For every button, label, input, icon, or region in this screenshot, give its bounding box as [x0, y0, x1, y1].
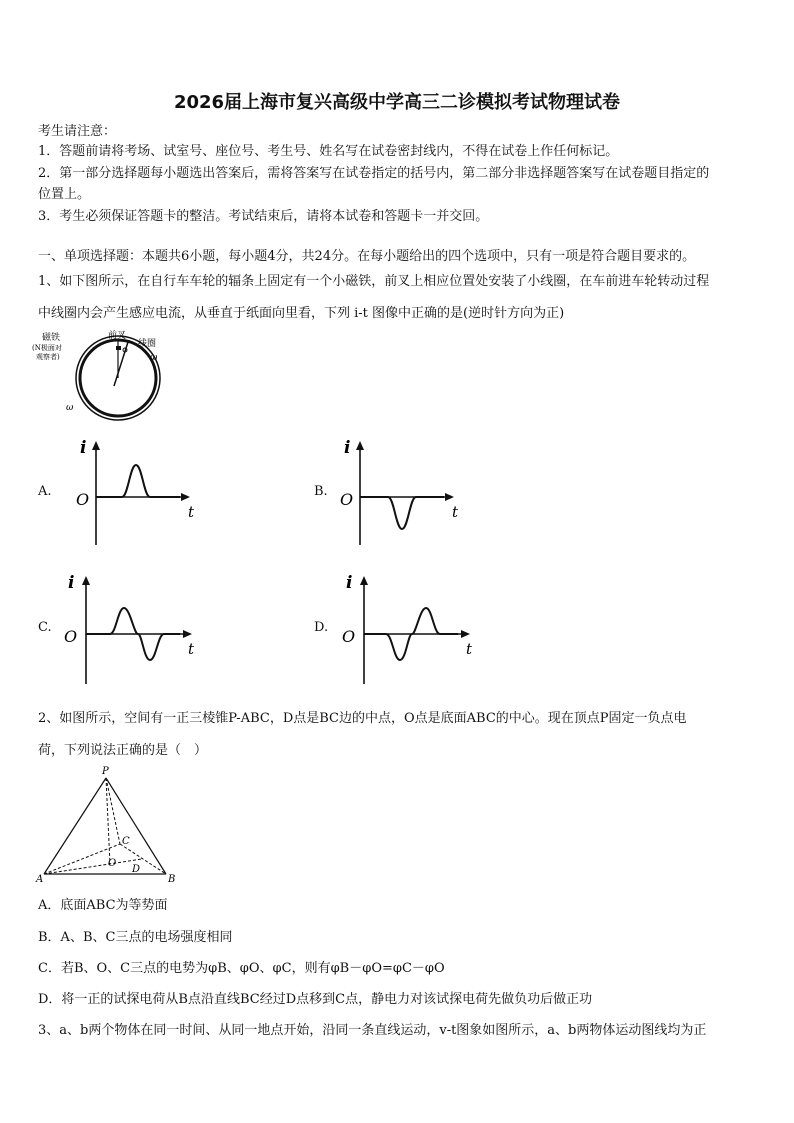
notice-item-1: 1．答题前请将考场、试室号、座位号、考生号、姓名写在试卷密封线内，不得在试卷上作任何标记。: [38, 144, 619, 159]
vertex-b-label: B: [168, 874, 176, 885]
current-curve: [96, 465, 180, 497]
t-axis-label: t: [188, 640, 195, 658]
q2-text-line2: 荷，下列说法正确的是（ ）: [38, 743, 208, 758]
origin-label: O: [340, 490, 354, 509]
q1-option-b-graph: [336, 437, 466, 549]
i-axis-label: i: [346, 573, 353, 593]
section-1-header: 一、单项选择题：本题共6小题，每小题4分，共24分。在每小题给出的四个选项中，只有一项是符合题目要求的。: [38, 249, 696, 264]
i-axis-arrow: [82, 576, 90, 585]
vertex-p-label: P: [102, 766, 109, 777]
q1-option-a-graph: [72, 437, 202, 549]
height-po: [106, 778, 110, 864]
q1-option-c-graph: [62, 572, 202, 688]
q2-option-b: B．A、B、C三点的电场强度相同: [38, 930, 233, 945]
edge-pc: [106, 778, 120, 844]
q1-text-line2: 中线圈内会产生感应电流，从垂直于纸面向里看，下列 i-t 图像中正确的是(逆时针方向为正): [38, 306, 565, 321]
q2-option-a: A．底面ABC为等势面: [38, 898, 168, 913]
page-title: 2026届上海市复兴高级中学高三二诊模拟考试物理试卷: [173, 92, 621, 113]
i-axis-arrow: [92, 441, 100, 450]
t-axis-label: t: [466, 640, 473, 658]
t-axis-arrow: [445, 493, 454, 501]
q1-option-d-graph: [340, 572, 480, 688]
notice-heading: 考生请注意：: [38, 124, 117, 139]
median-ad: [44, 859, 142, 874]
origin-label: O: [64, 627, 78, 646]
q2-option-c: C．若B、O、C三点的电势为φB、φO、φC，则有φB－φO=φC－φO: [38, 961, 445, 976]
i-axis-label: i: [344, 438, 351, 458]
origin-label: O: [76, 490, 90, 509]
notice-item-3: 3．考生必须保证答题卡的整洁。考试结束后，请将本试卷和答题卡一并交回。: [38, 209, 489, 224]
i-axis-arrow: [360, 576, 368, 585]
magnet-label: 磁铁: [42, 333, 61, 343]
origin-label: O: [342, 627, 356, 646]
edge-pa: [44, 778, 106, 874]
t-axis-arrow: [181, 493, 190, 501]
i-axis-label: i: [80, 438, 87, 458]
q3-text-line1: 3、a、b两个物体在同一时间、从同一地点开始，沿同一条直线运动，v-t图象如图所示，a、b两物体运动图线均为正: [38, 1023, 707, 1038]
center-o-label: O: [108, 858, 117, 869]
i-axis-arrow: [356, 441, 364, 450]
q2-text-line1: 2、如图所示，空间有一正三棱锥P-ABC，D点是BC边的中点，O点是底面ABC的中心。现在顶点P固定一负点电: [38, 711, 687, 726]
edge-cb: [120, 844, 166, 874]
q1-text-line1: 1、如下图所示，在自行车车轮的辐条上固定有一个小磁铁，前叉上相应位置处安装了小线圈，在车前进车轮转动过程: [38, 274, 710, 289]
omega-label: ω: [150, 353, 158, 363]
t-axis-label: t: [452, 503, 459, 521]
q1-option-b-label: B.: [314, 484, 328, 499]
q2-option-d: D．将一正的试探电荷从B点沿直线BC经过D点移到C点，静电力对该试探电荷先做负功后做正功: [38, 992, 593, 1007]
q1-option-a-label: A.: [38, 484, 52, 499]
magnet-label-line2: (N极面对: [32, 344, 62, 352]
midpoint-d-label: D: [132, 864, 141, 875]
q1-option-c-label: C.: [38, 620, 52, 635]
notice-item-2: 2．第一部分选择题每小题选出答案后，需将答案写在试卷指定的括号内，第二部分非选择题答案写在试卷题目指定的: [38, 166, 710, 181]
vertex-c-label: C: [122, 836, 130, 847]
magnet-label-line3: 观察者): [36, 353, 60, 361]
vertex-a-label: A: [36, 874, 44, 885]
current-curve: [364, 608, 458, 660]
coil-label: 线圈: [138, 339, 157, 349]
omega-label-2: ω: [66, 403, 74, 413]
t-axis-arrow: [183, 630, 192, 638]
t-axis-label: t: [188, 503, 195, 521]
i-axis-label: i: [68, 573, 75, 593]
notice-item-2-cont: 位置上。: [38, 187, 91, 202]
current-curve: [360, 497, 444, 529]
magnet-icon: [116, 346, 121, 350]
t-axis-arrow: [461, 630, 470, 638]
q1-wheel-figure: [30, 328, 170, 423]
fork-label: 前叉: [108, 331, 127, 341]
q2-pyramid-figure: [32, 762, 182, 886]
q1-option-d-label: D.: [314, 620, 329, 635]
